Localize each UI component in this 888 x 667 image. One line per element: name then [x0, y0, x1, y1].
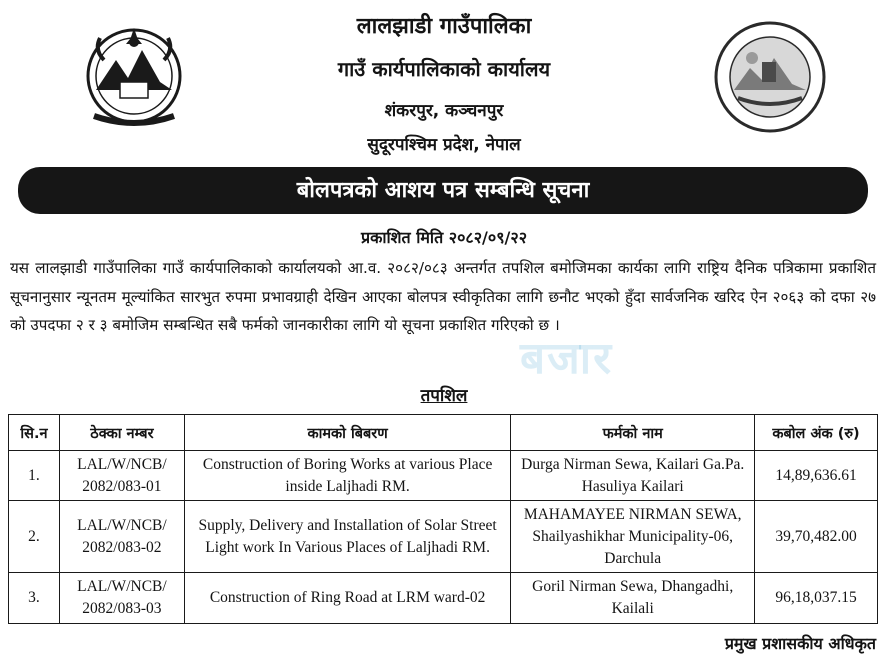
- table-row: [9, 451, 878, 501]
- cell-description: Supply, Delivery and Installation of Solar Street Light work In Various Places of Laljhadi RM.: [184, 501, 510, 573]
- cell-bid-amount: 96,18,037.15: [755, 573, 878, 624]
- table-header-row: [9, 415, 878, 451]
- header-description: कामको बिबरण: [184, 415, 510, 451]
- cell-contract-no: LAL/W/NCB/ 2082/083-01: [59, 451, 184, 501]
- notice-body: यस लालझाडी गाउँपालिका गाउँ कार्यपालिकाको कार्यालयको आ.व. २०८२/०८३ अन्तर्गत तपशिल बमोजिमका कार्यका लागि राष्ट्रिय दैनिक पत्रिकामा प्रकाशित सूचनानुसार न्यूनतम मूल्यांकित सारभुत रुपमा प्रभावग्राही देखिन आएका बोलपत्र स्वीकृतिका लागि छनौट भएको हुँदा सार्वजनिक खरिद ऐन २०६३ को दफा २७ को उपदफा २ र ३ बमोजिम सम्बन्धित सबै फर्मको जानकारीका लागि यो सूचना प्रकाशित गरिएको छ ।: [10, 259, 876, 334]
- cell-sn: 1.: [9, 451, 60, 501]
- table-row: [9, 573, 878, 624]
- cell-bid-amount: 39,70,482.00: [755, 501, 878, 573]
- office-name-line2: गाउँ कार्यपालिकाको कार्यालय: [337, 57, 551, 81]
- header-sn: सि.न: [9, 415, 60, 451]
- office-address: शंकरपुर, कञ्चनपुर: [384, 101, 504, 121]
- header-contract-no: ठेक्का नम्बर: [59, 415, 184, 451]
- cell-contract-no: LAL/W/NCB/ 2082/083-03: [59, 573, 184, 624]
- cell-firm-name: Goril Nirman Sewa, Dhangadhi, Kailali: [511, 573, 755, 624]
- bid-table: [8, 414, 878, 624]
- table-row: [9, 501, 878, 573]
- cell-description: Construction of Ring Road at LRM ward-02: [184, 573, 510, 624]
- header-firm-name: फर्मको नाम: [511, 415, 755, 451]
- notice-title-banner: बोलपत्रको आशय पत्र सम्बन्धि सूचना: [18, 167, 868, 214]
- cell-sn: 2.: [9, 501, 60, 573]
- signatory-title: प्रमुख प्रशासकीय अधिकृत: [724, 634, 876, 653]
- watermark-text: बजार: [520, 333, 614, 384]
- cell-description: Construction of Boring Works at various Place inside Laljhadi RM.: [184, 451, 510, 501]
- cell-sn: 3.: [9, 573, 60, 624]
- details-heading: तपशिल: [420, 386, 468, 406]
- header-bid-amount: कबोल अंक (रु): [755, 415, 878, 451]
- office-province: सुदूरपश्चिम प्रदेश, नेपाल: [367, 135, 521, 155]
- cell-firm-name: MAHAMAYEE NIRMAN SEWA, Shailyashikhar Municipality-06, Darchula: [511, 501, 755, 573]
- cell-firm-name: Durga Nirman Sewa, Kailari Ga.Pa. Hasuliya Kailari: [511, 451, 755, 501]
- cell-contract-no: LAL/W/NCB/ 2082/083-02: [59, 501, 184, 573]
- published-date: प्रकाशित मिति २०८२/०९/२२: [360, 228, 528, 247]
- office-name-line1: लालझाडी गाउँपालिका: [356, 14, 532, 39]
- cell-bid-amount: 14,89,636.61: [755, 451, 878, 501]
- letterhead: [0, 0, 888, 165]
